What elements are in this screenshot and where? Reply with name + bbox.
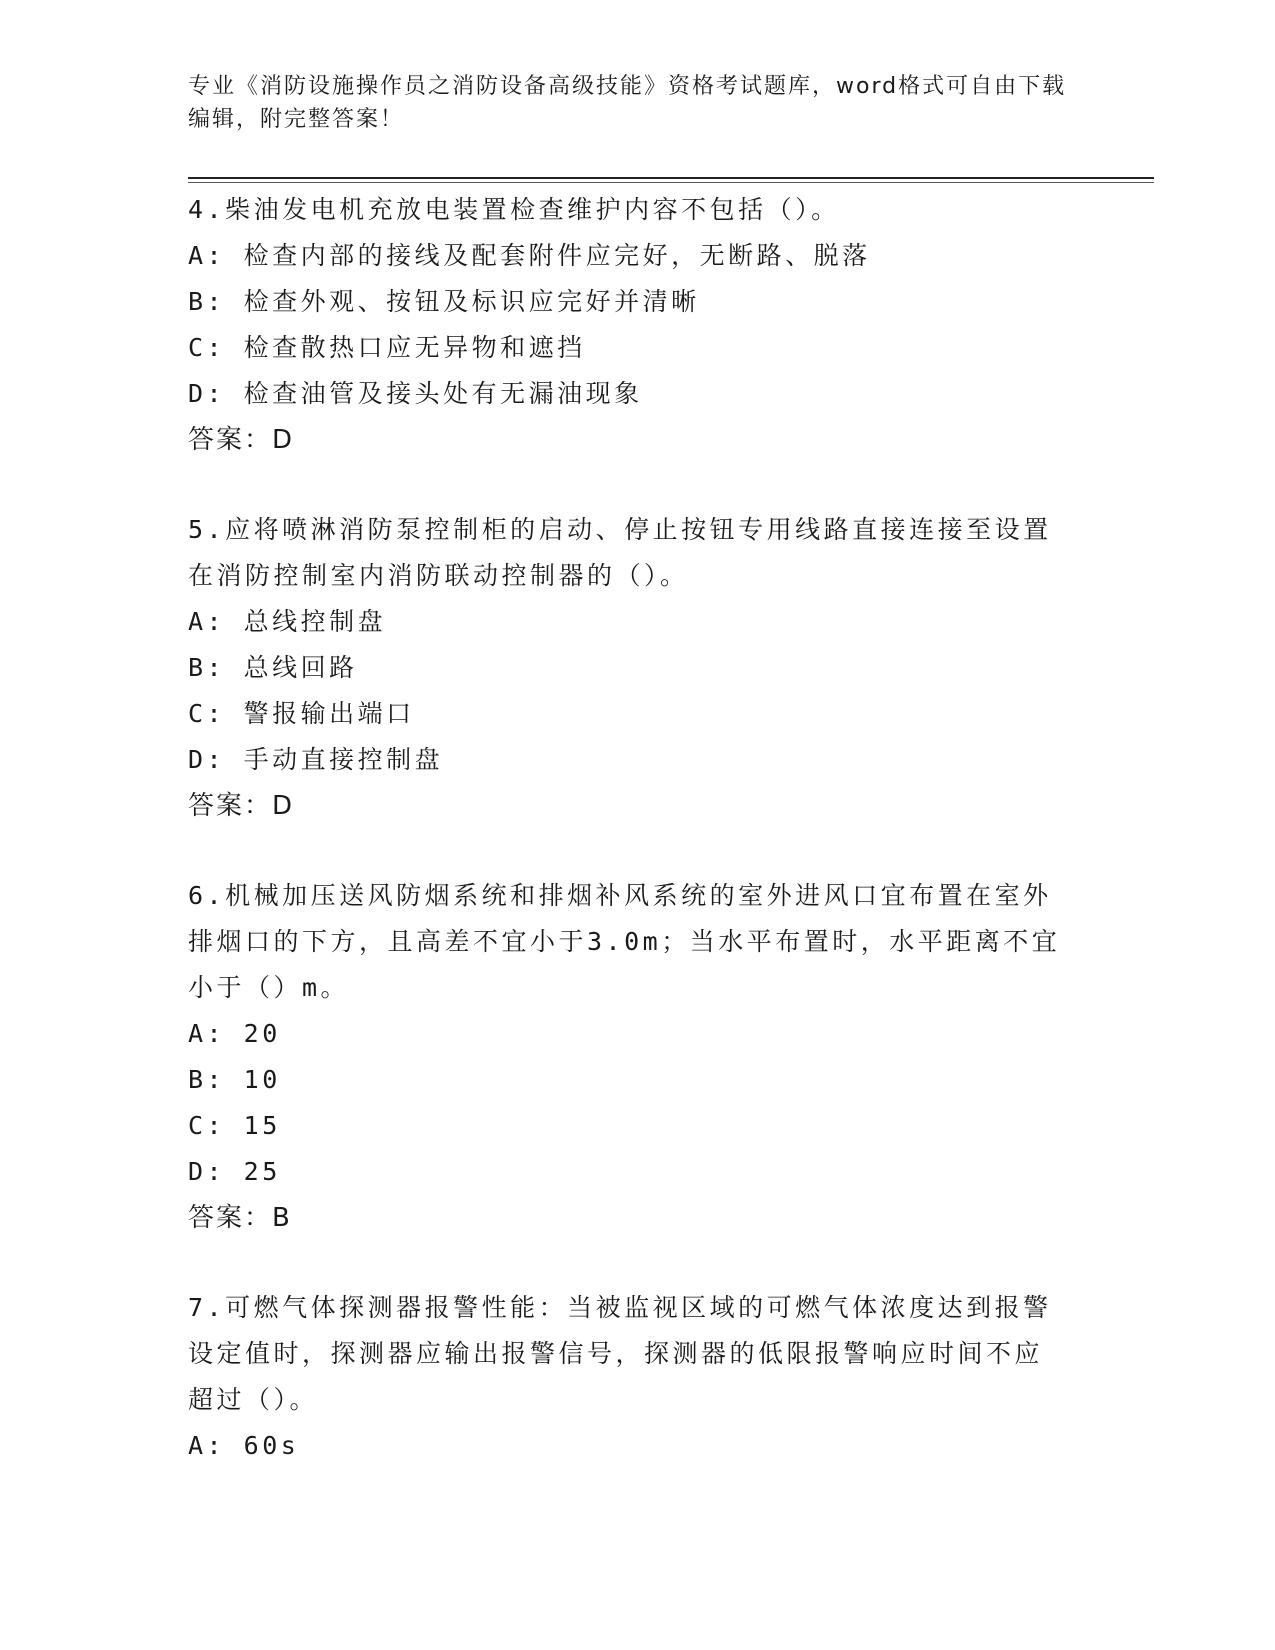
option-b: B: 总线回路 <box>188 653 358 682</box>
option-d: D: 手动直接控制盘 <box>188 745 444 774</box>
answer-line: 答案：D <box>188 791 295 821</box>
option-c: C: 15 <box>188 1111 281 1140</box>
question-list <box>188 187 1088 1469</box>
answer-line: 答案：B <box>188 1203 292 1233</box>
option-a: A: 检查内部的接线及配套附件应完好，无断路、脱落 <box>188 241 871 270</box>
header-rule-thin <box>188 182 1154 183</box>
option-c: C: 警报输出端口 <box>188 699 415 728</box>
question-6 <box>188 873 1088 1241</box>
option-d: D: 25 <box>188 1157 281 1186</box>
question-5 <box>188 507 1088 829</box>
question-stem: 5.应将喷淋消防泵控制柜的启动、停止按钮专用线路直接连接至设置在消防控制室内消防联动控制器的（）。 <box>188 515 1052 590</box>
option-a: A: 总线控制盘 <box>188 607 387 636</box>
option-d: D: 检查油管及接头处有无漏油现象 <box>188 379 643 408</box>
question-stem: 4.柴油发电机充放电装置检查维护内容不包括（）。 <box>188 195 840 224</box>
header-rule-thick <box>188 177 1154 179</box>
option-b: B: 检查外观、按钮及标识应完好并清晰 <box>188 287 700 316</box>
answer-line: 答案：D <box>188 425 295 455</box>
option-b: B: 10 <box>188 1065 281 1094</box>
question-4 <box>188 187 1088 463</box>
question-stem: 7.可燃气体探测器报警性能：当被监视区域的可燃气体浓度达到报警设定值时，探测器应输出报警信号，探测器的低限报警响应时间不应超过（）。 <box>188 1293 1052 1414</box>
option-a: A: 20 <box>188 1019 281 1048</box>
option-c: C: 检查散热口应无异物和遮挡 <box>188 333 586 362</box>
option-a: A: 60s <box>188 1431 300 1460</box>
question-stem: 6.机械加压送风防烟系统和排烟补风系统的室外进风口宜布置在室外排烟口的下方，且高差不宜小于3.0m；当水平布置时，水平距离不宜小于（）m。 <box>188 881 1061 1002</box>
document-header: 专业《消防设施操作员之消防设备高级技能》资格考试题库，word格式可自由下载编辑，附完整答案！ <box>188 74 1067 132</box>
question-7 <box>188 1285 1088 1469</box>
